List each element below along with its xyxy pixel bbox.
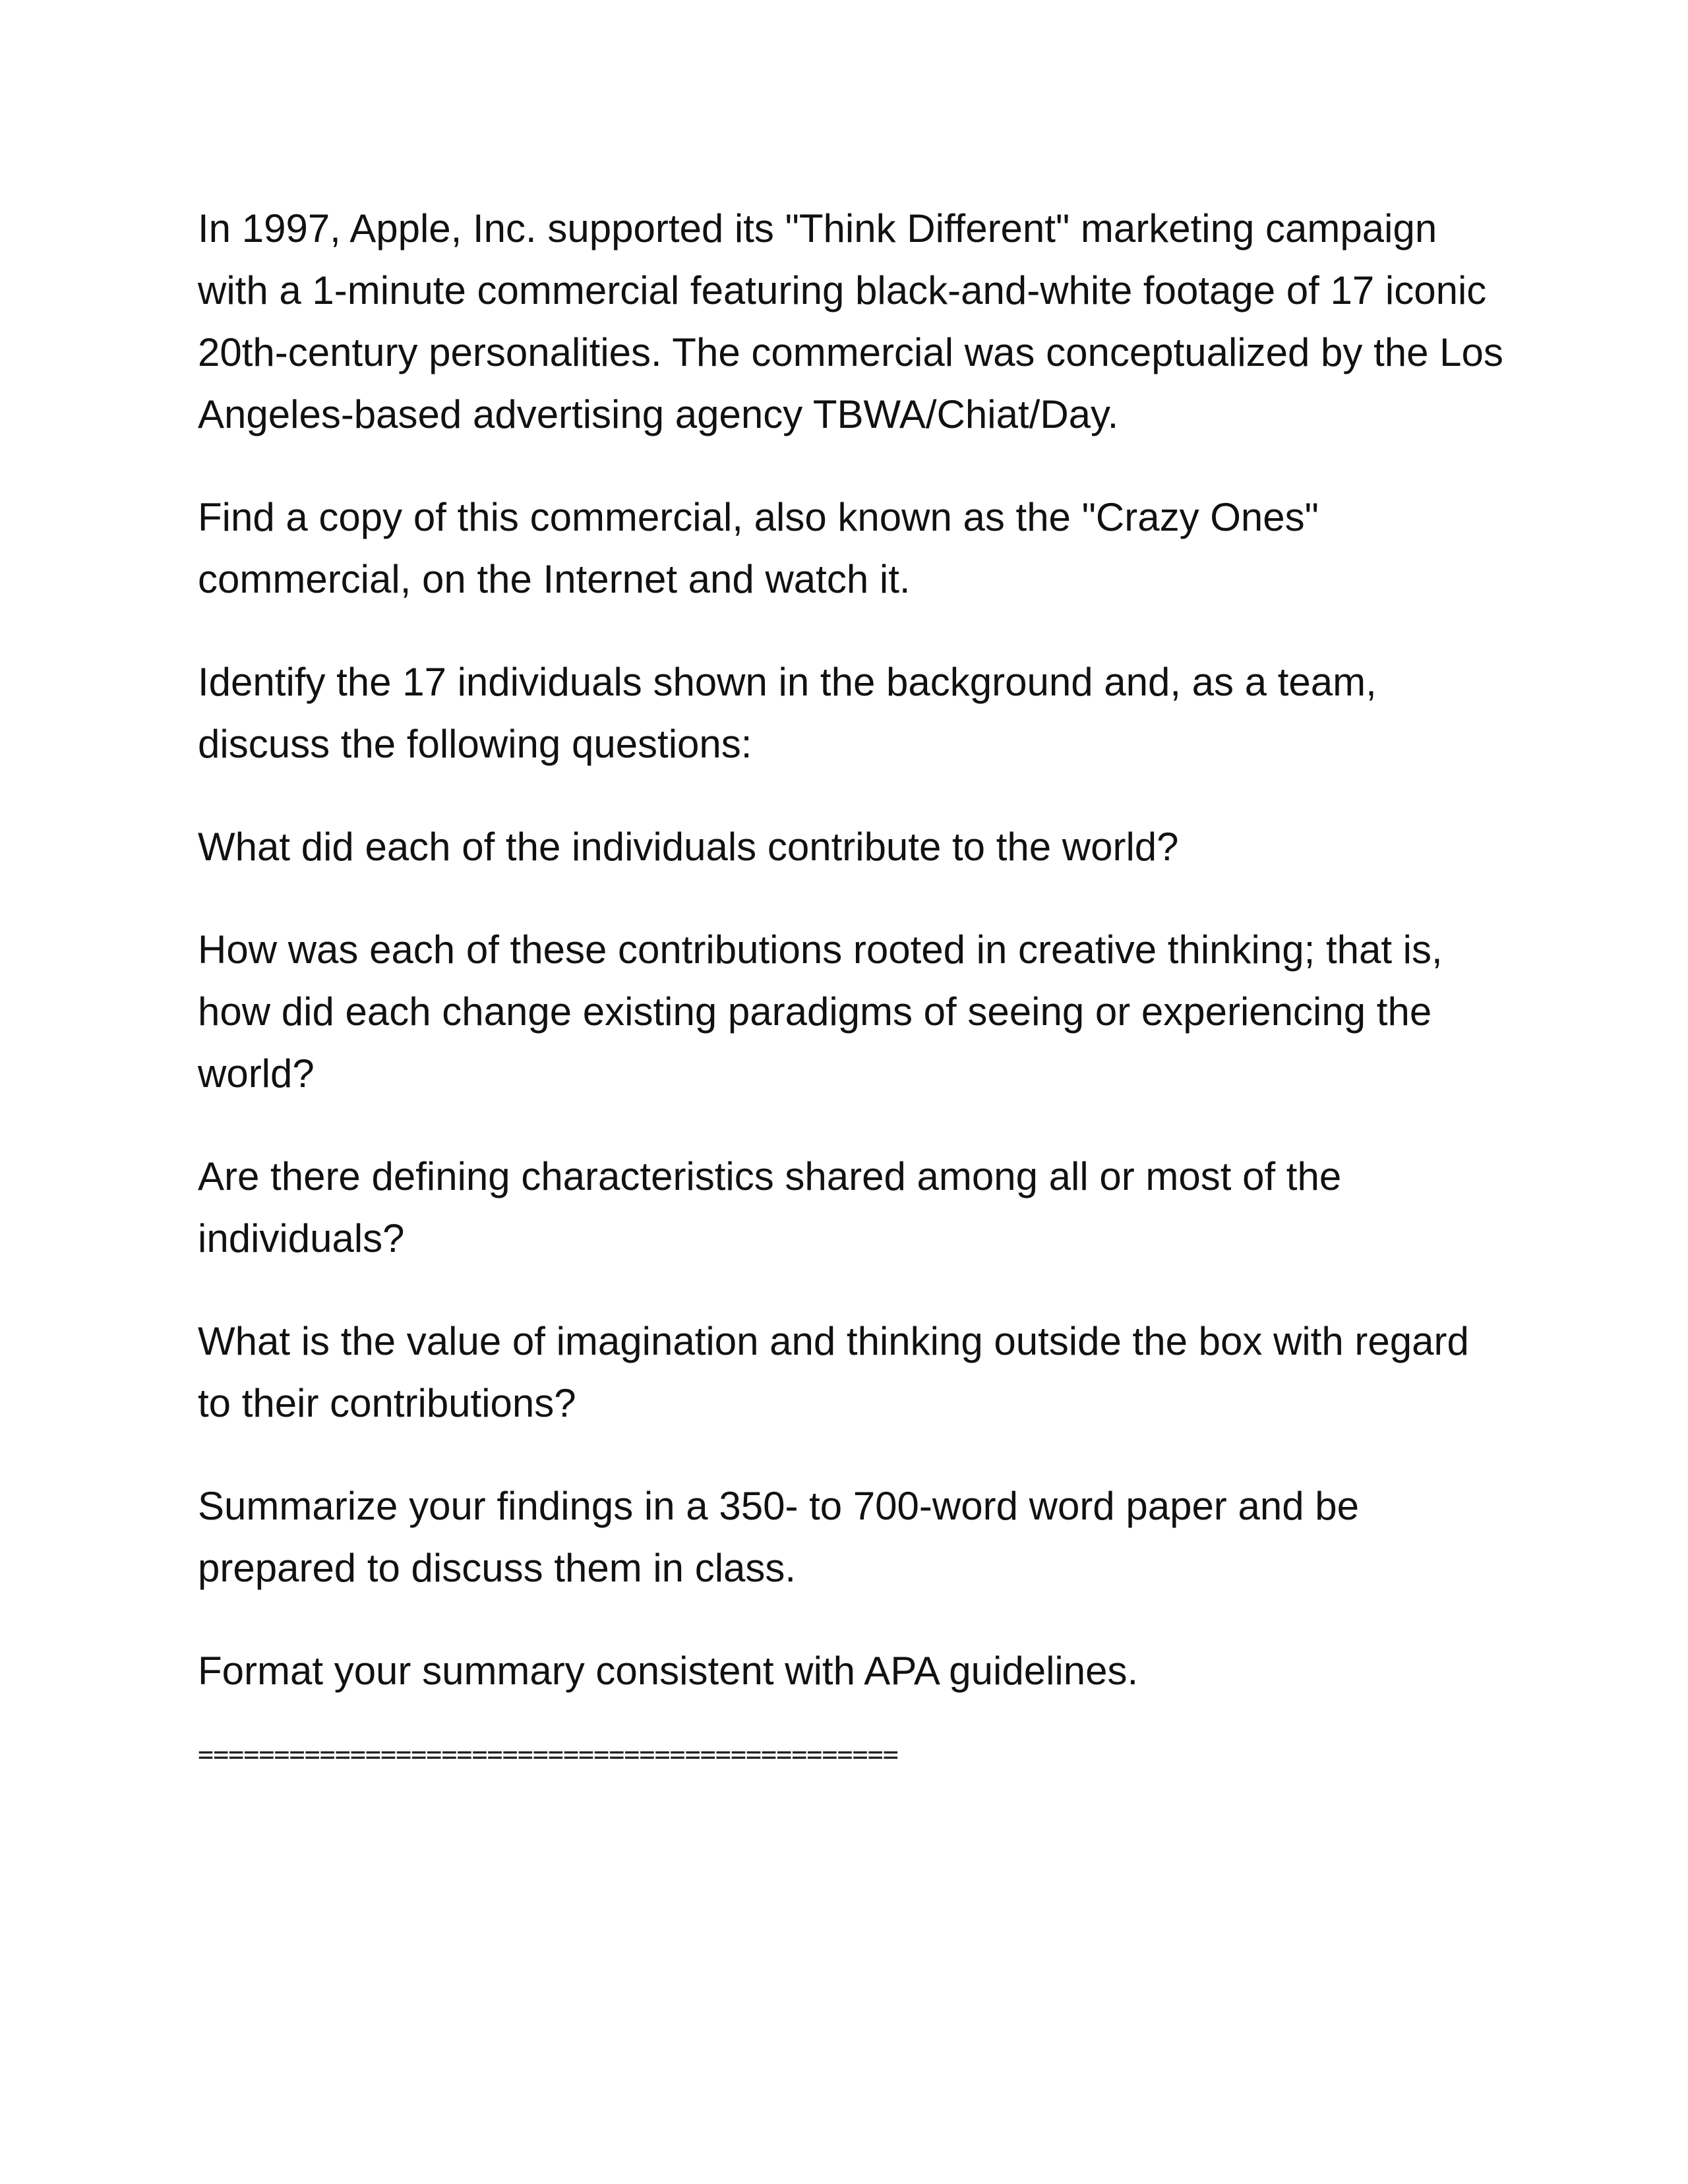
paragraph-intro: In 1997, Apple, Inc. supported its "Think Different" marketing campaign with a 1-minute commercial featuring black-and-white footage of 17 iconic 20th-century personalities. The commercial was conceptualized by the Los Angeles-based advertising agency TBWA/Chiat/Day. [198, 206, 1503, 436]
question-creative-thinking: How was each of these contributions rooted in creative thinking; that is, how did each change existing paradigms of seeing or experiencing the world? [198, 928, 1443, 1096]
question-imagination-value: What is the value of imagination and thinking outside the box with regard to their contributions? [198, 1319, 1469, 1425]
paragraph-summarize: Summarize your findings in a 350- to 700-word word paper and be prepared to discuss them in class. [198, 1484, 1359, 1590]
paragraph-find-commercial: Find a copy of this commercial, also known as the "Crazy Ones" commercial, on the Internet and watch it. [198, 495, 1319, 601]
paragraph-apa-format: Format your summary consistent with APA guidelines. [198, 1649, 1139, 1693]
document-page [198, 198, 1503, 1769]
question-contribution: What did each of the individuals contribute to the world? [198, 825, 1179, 869]
paragraph-identify-individuals: Identify the 17 individuals shown in the background and, as a team, discuss the following questions: [198, 660, 1377, 766]
question-shared-characteristics: Are there defining characteristics shared among all or most of the individuals? [198, 1154, 1342, 1260]
separator-line: ============================================== [198, 1740, 898, 1770]
